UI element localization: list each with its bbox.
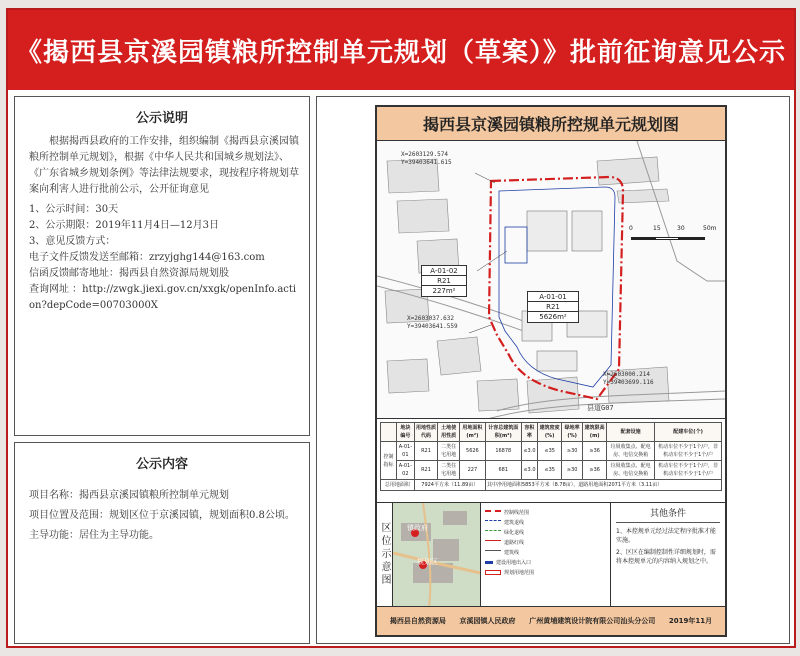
table-header-blank	[381, 423, 397, 442]
coord-y-2: Y=39403641.559	[407, 323, 458, 330]
legend-item: 道路红线	[485, 537, 606, 547]
location-map-graphic	[393, 503, 481, 606]
table-cell: ≥36	[583, 461, 607, 480]
legend-item: 建设用地出入口	[485, 557, 606, 567]
road-label: 县道G07	[587, 404, 614, 412]
summary-note: 其中净用地面积5853平方米（8.78亩），道路用地面积2071平方米（3.11亩）	[485, 480, 721, 491]
other-condition-item: 2、区区在编制控制性详细规划时，需将本控规单元的内容纳入规划之中。	[616, 549, 716, 565]
plan-drawing	[375, 105, 727, 637]
other-conditions-title: 其他条件	[616, 506, 720, 523]
legend-item: 控制线范围	[485, 507, 606, 517]
table-header: 容积率	[521, 423, 538, 442]
table-cell: ≥36	[583, 442, 607, 461]
content-item-name: 项目名称：揭西县京溪园镇粮所控制单元规划	[29, 490, 229, 501]
table-row	[381, 461, 722, 480]
table-cell: ≥30	[562, 442, 583, 461]
table-header-row	[381, 423, 722, 442]
notice-item-feedback: 3、意见反馈方式：	[29, 236, 116, 247]
legend	[481, 503, 611, 606]
summary-label: 总用地面积	[381, 480, 415, 491]
location-plan-area: 规划区	[417, 558, 438, 566]
notice-intro: 根据揭西县政府的工作安排，组织编制《揭西县京溪园镇粮所控制单元规划》，根据《中华人民共和国城乡规划法》、《广东省城乡规划条例》等法律法规要求，现按程序将规划草案向利害人进行批前公示，公开征询意见	[29, 136, 299, 195]
site-map[interactable]	[377, 141, 725, 419]
table-cell: 16878	[485, 442, 521, 461]
location-label: 区位示意图	[377, 503, 393, 606]
table-summary-row	[381, 480, 722, 491]
notice-item-time: 1、公示时间：30天	[29, 204, 119, 215]
table-header: 建筑限高(m)	[583, 423, 607, 442]
location-town-hall: 镇政府	[407, 524, 428, 532]
footer-date: 2019年11月	[668, 617, 713, 625]
notice-item-period: 2、公示期限：2019年11月4日—12月3日	[29, 220, 219, 231]
parcel-code: R21	[528, 302, 578, 312]
table-header: 计容总建筑面积(m²)	[485, 423, 521, 442]
parcel-label-a0101	[527, 291, 579, 323]
table-cell: ≤35	[538, 461, 562, 480]
footer-agency-1: 揭西县自然资源局	[389, 617, 446, 625]
table-cell: ≤3.0	[521, 461, 538, 480]
scale-label-15: 15	[653, 225, 661, 232]
table-cell: 机动车位不少于1个/户，非机动车位不少于1个/户	[655, 442, 722, 461]
table-cell: ≤3.0	[521, 442, 538, 461]
table-cell: R21	[414, 461, 438, 480]
table-cell: 227	[459, 461, 485, 480]
content-panel	[14, 442, 310, 644]
coord-x-3: X=2603000.214	[603, 371, 650, 378]
summary-total: 7924平方米（11.89亩）	[414, 480, 485, 491]
coord-x-2: X=2603037.632	[407, 315, 454, 322]
table-header: 建筑密度(%)	[538, 423, 562, 442]
scale-label-50: 50m	[703, 225, 717, 232]
parcel-label-a0102	[421, 265, 467, 297]
table-cell: 机动车位不少于1个/户，非机动车位不少于1个/户	[655, 461, 722, 480]
footer-agency-2: 京溪园镇人民政府	[459, 617, 516, 625]
coord-x-1: X=2603129.574	[401, 151, 448, 158]
left-column	[14, 96, 310, 644]
notice-item-url[interactable]: 查询网址 ：http://zwgk.jiexi.gov.cn/xxgk/openInfo.action?depCode=00703000X	[29, 284, 297, 311]
location-map[interactable]	[393, 503, 481, 606]
content-item-function: 主导功能：居住为主导功能。	[29, 530, 159, 541]
parcel-code: R21	[422, 276, 466, 286]
parcel-id: A-01-01	[528, 292, 578, 302]
legend-item: 建筑退线	[485, 517, 606, 527]
notice-board	[6, 8, 796, 648]
table-cell: 681	[485, 461, 521, 480]
table-cell: A-01-02	[397, 461, 415, 480]
legend-item: 规划用地范围	[485, 567, 606, 577]
table-cell: 5626	[459, 442, 485, 461]
table-cell: 垃圾收集点、配电房、电信交换箱	[607, 442, 655, 461]
legend-item: 建筑线	[485, 547, 606, 557]
table-cell: R21	[414, 442, 438, 461]
scale-label-30: 30	[677, 225, 685, 232]
notice-item-address: 信函反馈邮寄地址：揭西县自然资源局规划股	[29, 268, 229, 279]
plan-title: 揭西县京溪园镇粮所控规单元规划图	[377, 107, 725, 141]
table-cell: 垃圾收集点、配电房、电信交换箱	[607, 461, 655, 480]
table-cell: A-01-01	[397, 442, 415, 461]
notice-panel	[14, 96, 310, 436]
table-header: 地块编号	[397, 423, 415, 442]
coord-y-1: Y=39403641.615	[401, 159, 452, 166]
table-cell: 二类住宅用地	[438, 442, 459, 461]
plan-frame	[316, 96, 790, 644]
table-header: 绿地率(%)	[562, 423, 583, 442]
page-title: 《揭西县京溪园镇粮所控制单元规划（草案）》批前征询意见公示	[8, 10, 794, 90]
other-conditions	[611, 503, 725, 606]
scale-label-0: 0	[629, 225, 633, 232]
table-header: 用地性质代码	[414, 423, 438, 442]
parcel-area: 227m²	[432, 287, 456, 295]
legend-item: 绿化退线	[485, 527, 606, 537]
table-cell: 二类住宅用地	[438, 461, 459, 480]
table-header: 用地面积(m²)	[459, 423, 485, 442]
coord-y-3: Y=39403699.116	[603, 379, 654, 386]
parcel-id: A-01-02	[422, 266, 466, 276]
parcel-area: 5626m²	[539, 313, 567, 321]
content-title: 公示内容	[135, 457, 188, 472]
table-row	[381, 442, 722, 461]
table-group-label: 控制指标	[381, 442, 397, 480]
scale-bar	[629, 225, 717, 247]
table-header: 配建车位(个)	[655, 423, 722, 442]
plan-footer	[377, 607, 725, 635]
table-cell: ≤35	[538, 442, 562, 461]
table-cell: ≥30	[562, 461, 583, 480]
control-table-area	[377, 419, 725, 503]
table-header: 配套设施	[607, 423, 655, 442]
control-table	[380, 422, 722, 491]
plan-lower-section	[377, 503, 725, 607]
other-condition-item: 1、本控规单元经过法定程序批准才能实施。	[616, 528, 716, 544]
table-header: 土地使用性质	[438, 423, 459, 442]
footer-agency-3: 广州黄埔建筑设计院有限公司汕头分公司	[529, 617, 656, 625]
notice-title: 公示说明	[135, 111, 188, 126]
content-item-scope: 项目位置及范围：规划区位于京溪园镇，规划面积0.8公顷。	[29, 510, 295, 521]
notice-item-email[interactable]: 电子文件反馈发送至邮箱：zrzyjghg144@163.com	[29, 252, 265, 263]
